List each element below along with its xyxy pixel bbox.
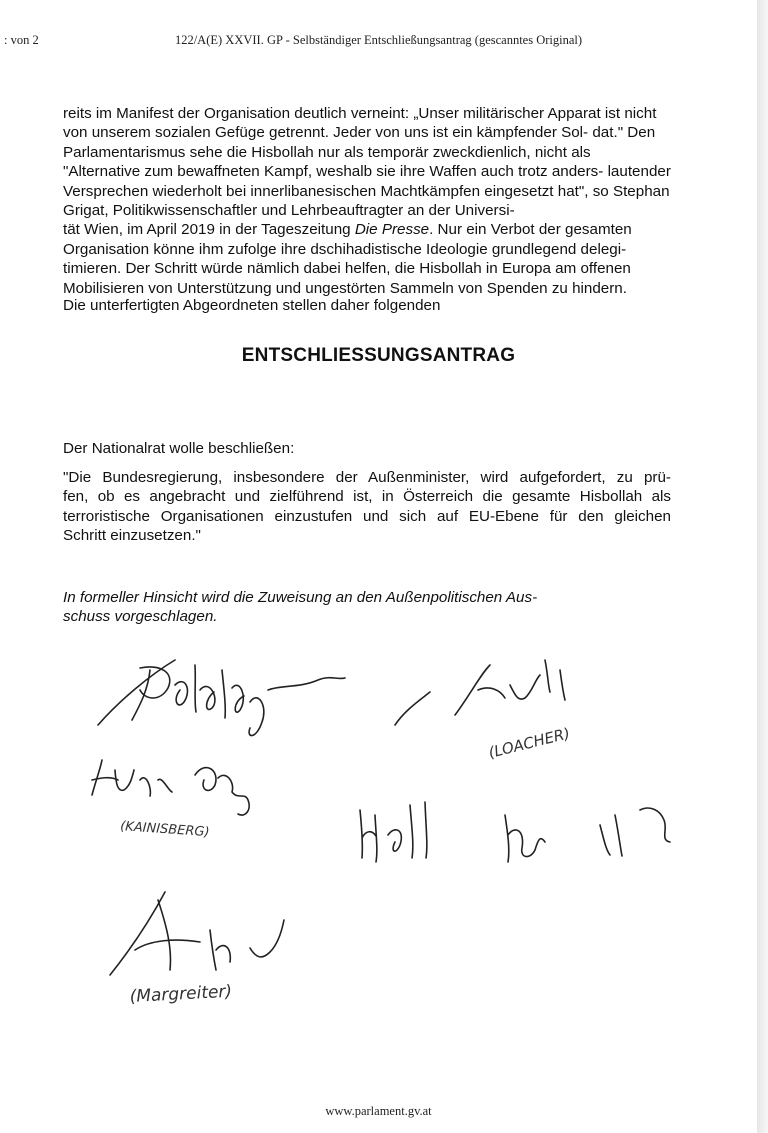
body-line: als "Alternative zum bewaffneten Kampf, weshalb sie ihre Waffen auch trotz anders- [63, 143, 604, 181]
signature-5 [110, 892, 284, 975]
signature-annotation-loacher: (LOACHER) [486, 724, 572, 762]
body-line: hat", so Stephan Grigat, Politikwissenschaftler und Lehrbeauftragter an der Universi- [63, 182, 670, 220]
body-line: reits im Manifest der Organisation deutlich verneint: „Unser militärischer Apparat ist [63, 105, 621, 122]
signature-4 [360, 802, 670, 862]
body-line: dat." Den Parlamentarismus sehe die Hisbollah nur als temporär zweckdienlich, nicht [63, 124, 656, 161]
committee-line: schuss vorgeschlagen. [63, 608, 218, 626]
body-line: Mobilisieren von Unterstützung und ungestörten Sammeln von Spenden zu hindern. [63, 279, 627, 297]
body-line: timieren. Der Schritt würde nämlich dabei helfen, die Hisbollah in Europa am offenen [63, 260, 631, 278]
decision-intro: Der Nationalrat wolle beschließen: [63, 440, 295, 457]
body-line [63, 220, 671, 239]
signature-annotation-kainisberg: (KAINISBERG) [119, 819, 211, 841]
resolution-line: Schritt einzusetzen." [63, 527, 201, 545]
page-edge-shadow [757, 0, 768, 1133]
resolution-line: terroristische Organisationen einzustufen und sich auf EU-Ebene für den gleichen [63, 507, 671, 525]
committee-assignment [63, 588, 583, 627]
motion-intro: Die unterfertigten Abgeordneten stellen daher folgenden [63, 297, 441, 314]
document-title: 122/A(E) XXVII. GP - Selbständiger Entschließungsantrag (gescanntes Original) [174, 33, 583, 47]
body-line-part: . Nur ein Verbot der gesamten [429, 221, 632, 239]
body-line: lautender Versprechen wiederholt bei innerlibanesischen Machtkämpfen eingesetzt [63, 163, 671, 200]
resolution-line: fen, ob es angebracht und zielführend ist, in Österreich die gesamte Hisbollah als [63, 488, 671, 506]
motion-heading: ENTSCHLIESSUNGSANTRAG [241, 345, 516, 366]
body-line-part: tät Wien, im April 2019 in der Tageszeitung [63, 221, 355, 239]
newspaper-name: Die Presse [354, 221, 430, 239]
body-line: nicht von unserem sozialen Gefüge getrennt. Jeder von uns ist ein kämpfender Sol- [63, 105, 657, 142]
page-header [0, 33, 757, 51]
body-line: Organisation könne ihm zufolge ihre dschihadistische Ideologie grundlegend delegi- [63, 240, 627, 258]
signature-3 [92, 760, 249, 815]
signature-1 [98, 660, 345, 736]
signatures-area [0, 630, 757, 1050]
body-paragraph [63, 104, 671, 298]
signature-annotation-margreiter: (Margreiter) [129, 981, 233, 1007]
resolution-text [63, 468, 671, 546]
page-number: : von 2 [4, 33, 39, 47]
signature-2 [395, 660, 565, 725]
resolution-line: "Die Bundesregierung, insbesondere der Außenminister, wird aufgefordert, zu prü- [63, 469, 671, 486]
page-footer: www.parlament.gv.at [325, 1104, 432, 1118]
committee-line: In formeller Hinsicht wird die Zuweisung an den Außenpolitischen Aus- [63, 589, 538, 606]
